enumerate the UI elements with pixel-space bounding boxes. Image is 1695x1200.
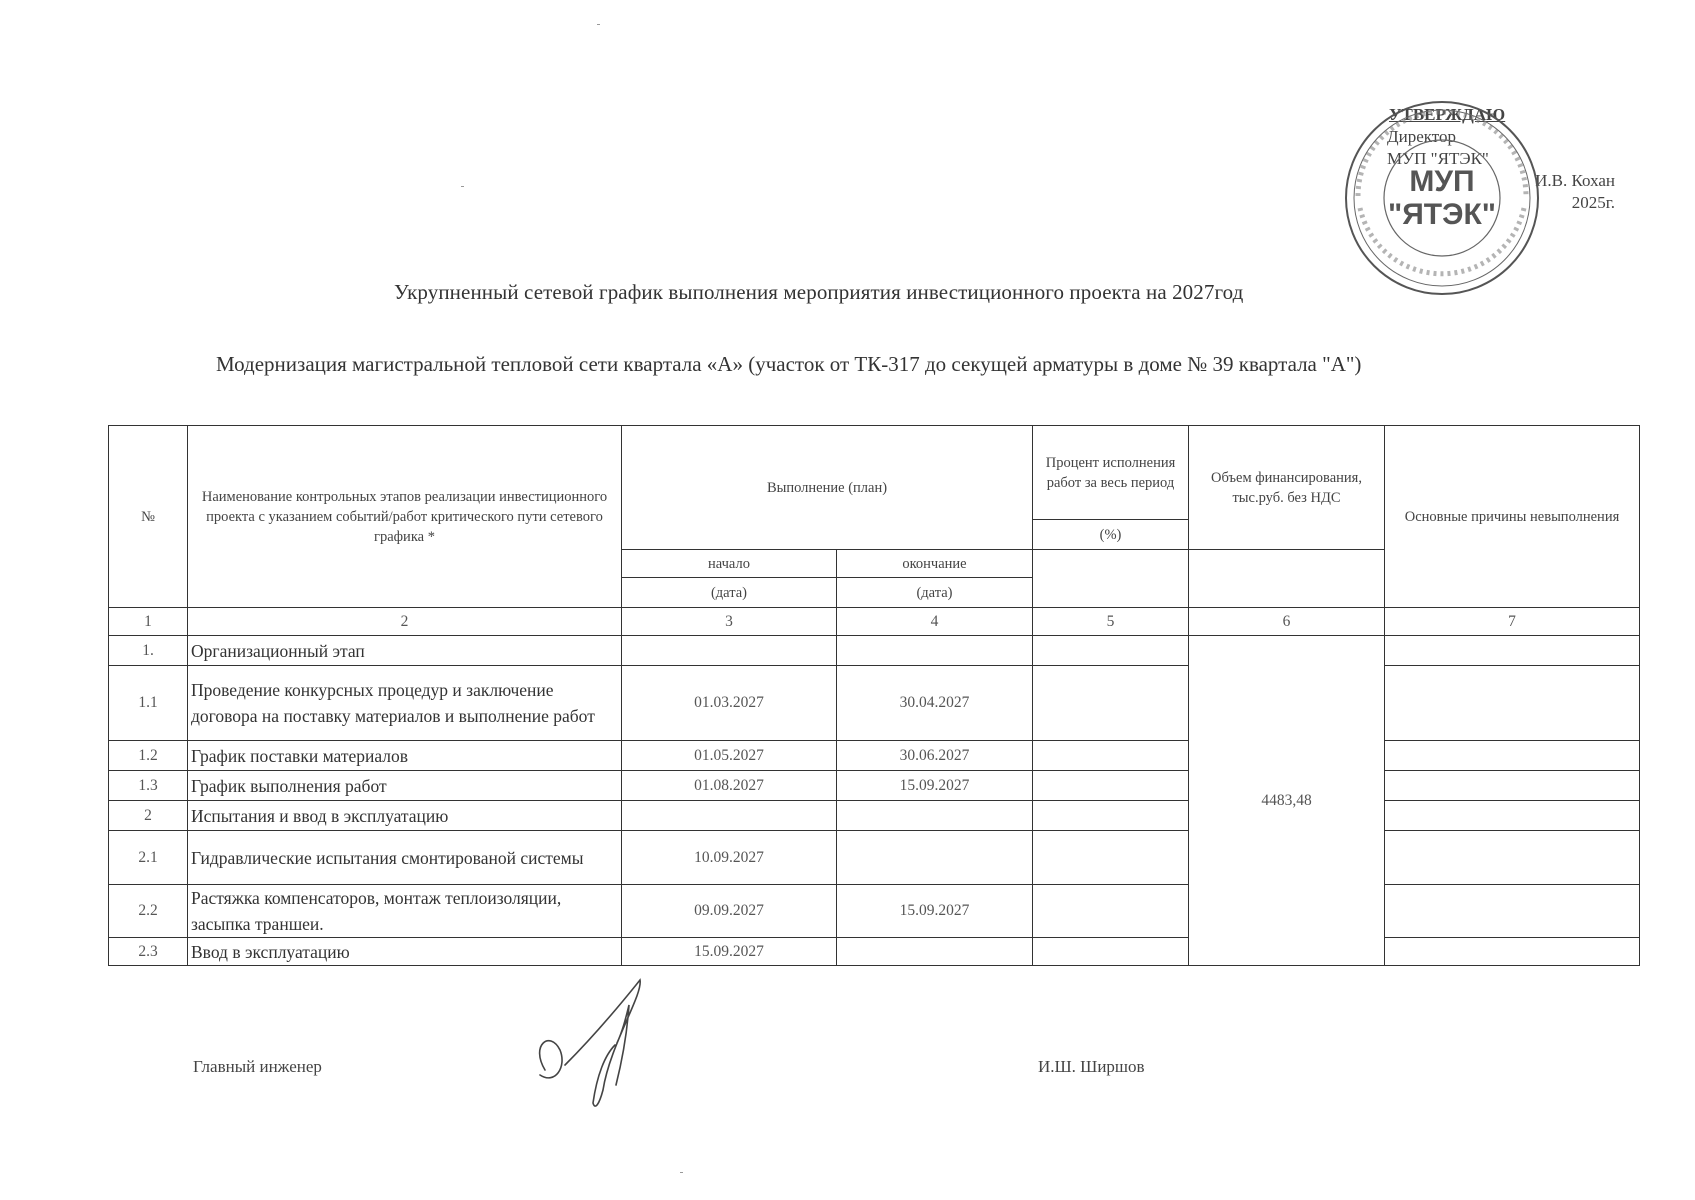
row-num: 1.1: [109, 666, 188, 741]
column-number: 2: [188, 608, 622, 636]
column-number: 7: [1385, 608, 1640, 636]
table-row: [109, 666, 1640, 741]
row-stage-name: Испытания и ввод в эксплуатацию: [188, 801, 622, 831]
approval-title: УТВЕРЖДАЮ: [1389, 105, 1506, 124]
header-reasons: Основные причины невыполнения: [1385, 426, 1640, 608]
document-title: Укрупненный сетевой график выполнения мероприятия инвестиционного проекта на 2027год: [394, 280, 1244, 304]
company-seal-stamp: [1340, 96, 1545, 301]
row-num: 2: [109, 801, 188, 831]
row-reason: [1385, 771, 1640, 801]
table-row: [109, 831, 1640, 885]
table-row: [109, 636, 1640, 666]
row-end-date: 15.09.2027: [837, 771, 1033, 801]
row-end-date: 15.09.2027: [837, 885, 1033, 938]
header-percent-unit: (%): [1033, 520, 1189, 550]
table-row: [109, 771, 1640, 801]
row-start-date: 09.09.2027: [622, 885, 837, 938]
row-num: 2.1: [109, 831, 188, 885]
row-stage-name: График поставки материалов: [188, 741, 622, 771]
row-start-date: 01.05.2027: [622, 741, 837, 771]
signer-role: Главный инженер: [193, 1057, 322, 1076]
row-percent: [1033, 666, 1189, 741]
header-row-1: [109, 426, 1640, 520]
row-num: 2.2: [109, 885, 188, 938]
schedule-table: [108, 425, 1640, 966]
row-start-date: 01.03.2027: [622, 666, 837, 741]
row-stage-name: Организационный этап: [188, 636, 622, 666]
signer-name: И.Ш. Ширшов: [1038, 1057, 1145, 1076]
row-end-date: [837, 938, 1033, 966]
row-reason: [1385, 666, 1640, 741]
column-number: 3: [622, 608, 837, 636]
column-number: 5: [1033, 608, 1189, 636]
row-percent: [1033, 938, 1189, 966]
table-row: [109, 801, 1640, 831]
row-stage-name: График выполнения работ: [188, 771, 622, 801]
approval-position: Директор: [1387, 127, 1456, 146]
row-end-date: [837, 636, 1033, 666]
header-start-unit: (дата): [622, 578, 837, 608]
header-stage-name: Наименование контрольных этапов реализации инвестиционного проекта с указанием событий/работ критического пути сетевого графика *: [188, 426, 622, 608]
column-number: 1: [109, 608, 188, 636]
row-start-date: 10.09.2027: [622, 831, 837, 885]
row-num: 2.3: [109, 938, 188, 966]
stamp-text-bottom: "ЯТЭК": [1388, 198, 1496, 231]
row-end-date: [837, 801, 1033, 831]
table-row: [109, 885, 1640, 938]
approval-organization: МУП "ЯТЭК": [1387, 149, 1489, 168]
header-num: №: [109, 426, 188, 608]
row-stage-name: Ввод в эксплуатацию: [188, 938, 622, 966]
row-reason: [1385, 801, 1640, 831]
handwritten-signature: [525, 975, 675, 1115]
row-stage-name: Гидравлические испытания смонтированой системы: [188, 831, 622, 885]
row-reason: [1385, 636, 1640, 666]
row-end-date: 30.04.2027: [837, 666, 1033, 741]
header-percent: Процент исполнения работ за весь период: [1033, 426, 1189, 520]
row-start-date: [622, 801, 837, 831]
header-execution-plan: Выполнение (план): [622, 426, 1033, 550]
row-start-date: 01.08.2027: [622, 771, 837, 801]
approval-date: 2025г.: [1571, 193, 1615, 212]
row-percent: [1033, 771, 1189, 801]
row-percent: [1033, 636, 1189, 666]
document-subtitle: Модернизация магистральной тепловой сети квартала «А» (участок от ТК-317 до секущей арматуры в доме № 39 квартала "А"): [216, 352, 1362, 376]
scan-speck: [597, 24, 600, 25]
row-start-date: [622, 636, 837, 666]
row-end-date: [837, 831, 1033, 885]
row-start-date: 15.09.2027: [622, 938, 837, 966]
header-end: окончание: [837, 550, 1033, 578]
row-stage-name: Проведение конкурсных процедур и заключение договора на поставку материалов и выполнение работ: [188, 666, 622, 741]
row-num: 1.2: [109, 741, 188, 771]
row-percent: [1033, 801, 1189, 831]
row-reason: [1385, 741, 1640, 771]
table-row: [109, 741, 1640, 771]
row-reason: [1385, 831, 1640, 885]
header-funding-blank: [1189, 550, 1385, 608]
scan-speck: [461, 186, 464, 187]
row-reason: [1385, 885, 1640, 938]
column-number: 4: [837, 608, 1033, 636]
row-end-date: 30.06.2027: [837, 741, 1033, 771]
header-funding: Объем финансирования, тыс.руб. без НДС: [1189, 426, 1385, 550]
header-percent-blank: [1033, 550, 1189, 608]
row-percent: [1033, 831, 1189, 885]
row-stage-name: Растяжка компенсаторов, монтаж теплоизоляции, засыпка траншеи.: [188, 885, 622, 938]
table-row: [109, 938, 1640, 966]
row-percent: [1033, 885, 1189, 938]
funding-total: 4483,48: [1189, 636, 1385, 966]
row-percent: [1033, 741, 1189, 771]
row-reason: [1385, 938, 1640, 966]
column-number: 6: [1189, 608, 1385, 636]
header-end-unit: (дата): [837, 578, 1033, 608]
column-numbers-row: [109, 608, 1640, 636]
stamp-text-top: МУП: [1409, 165, 1475, 198]
row-num: 1.3: [109, 771, 188, 801]
row-num: 1.: [109, 636, 188, 666]
approval-signatory: И.В. Кохан: [1535, 171, 1615, 190]
scan-speck: [680, 1172, 683, 1173]
header-start: начало: [622, 550, 837, 578]
